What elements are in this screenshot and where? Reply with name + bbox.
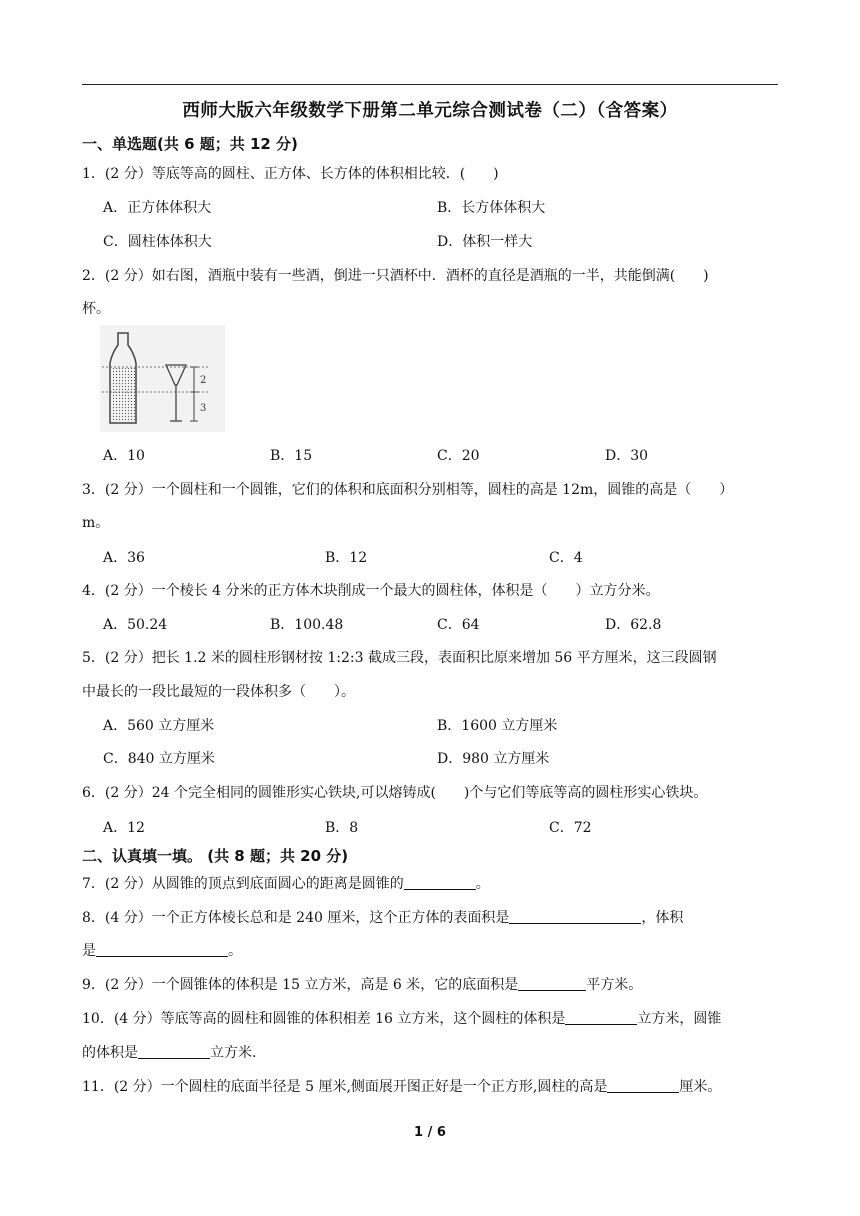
- q2-option-a: A．10: [103, 448, 145, 464]
- q9-unit: 平方米。: [586, 977, 643, 993]
- q1-option-a: A．正方体体积大: [103, 200, 212, 216]
- q8-end: 。: [228, 943, 242, 959]
- q3-option-a: A．36: [103, 550, 145, 566]
- q10-end: 立方米．: [210, 1045, 266, 1061]
- top-rule: [82, 84, 778, 85]
- q11-answer-blank[interactable]: [607, 1078, 679, 1093]
- question-10-line-1: [82, 1008, 782, 1028]
- question-5-line-1: 5．(2 分）把长 1.2 米的圆柱形钢材按 1:2:3 截成三段，表面积比原来增加 56 平方厘米，这三段圆钢: [82, 650, 717, 666]
- q8-surface-area-blank[interactable]: [509, 909, 641, 924]
- document-title: 西师大版六年级数学下册第二单元综合测试卷（二）（含答案）: [182, 101, 678, 121]
- question-2-line-2: 杯。: [82, 301, 110, 317]
- q5-option-b: B．1600 立方厘米: [437, 718, 558, 734]
- q9-text: 9．(2 分）一个圆锥体的体积是 15 立方米，高是 6 米，它的底面积是: [82, 977, 519, 993]
- q10-cylinder-blank[interactable]: [565, 1010, 637, 1025]
- q7-text: 7．(2 分）从圆锥的顶点到底面圆心的距离是圆锥的: [82, 876, 404, 892]
- page-number: 1 / 6: [414, 1125, 446, 1140]
- q6-option-a: A．12: [103, 820, 145, 836]
- question-8-line-1: [82, 907, 782, 927]
- question-9: [82, 974, 782, 994]
- figure-label-3: 3: [200, 403, 207, 414]
- q6-option-c: C．72: [549, 820, 592, 836]
- q9-answer-blank[interactable]: [518, 976, 586, 991]
- q5-option-d: D．980 立方厘米: [437, 751, 550, 767]
- q10-text: 10．(4 分）等底等高的圆柱和圆锥的体积相差 16 立方米，这个圆柱的体积是: [82, 1011, 566, 1027]
- q11-text: 11．(2 分）一个圆柱的底面半径是 5 厘米,侧面展开图正好是一个正方形,圆柱的高是: [82, 1079, 608, 1095]
- q4-option-a: A．50.24: [103, 617, 168, 633]
- q8-text: 8．(4 分）一个正方体棱长总和是 240 厘米，这个正方体的表面积是: [82, 910, 510, 926]
- q10-cone-blank[interactable]: [138, 1044, 210, 1059]
- bottle-glass-illustration: [100, 325, 225, 432]
- q4-option-d: D．62.8: [605, 617, 662, 633]
- q6-option-b: B．8: [325, 820, 359, 836]
- question-7: [82, 873, 782, 893]
- q5-option-a: A．560 立方厘米: [103, 718, 215, 734]
- bottle-and-glass-figure: [100, 325, 225, 432]
- section-heading-fill-in: 二、认真填一填。 (共 8 题；共 20 分): [82, 847, 349, 865]
- q7-end: 。: [475, 876, 490, 892]
- question-1: 1．(2 分）等底等高的圆柱、正方体、长方体的体积相比较．( ): [82, 166, 499, 182]
- q8-volume-blank[interactable]: [96, 942, 228, 957]
- question-6: 6．(2 分）24 个完全相同的圆锥形实心铁块,可以熔铸成( )个与它们等底等高的圆柱形实心铁块。: [82, 785, 708, 801]
- question-10-line-2: [82, 1042, 782, 1062]
- question-5-line-2: 中最长的一段比最短的一段体积多（ ）。: [82, 684, 355, 700]
- q2-option-d: D．30: [605, 448, 649, 464]
- question-3-line-2: m。: [82, 515, 110, 531]
- q3-option-b: B．12: [325, 550, 368, 566]
- question-11: [82, 1076, 782, 1096]
- question-8-line-2: [82, 940, 782, 960]
- q7-answer-blank[interactable]: [404, 875, 476, 890]
- q3-option-c: C．4: [549, 550, 583, 566]
- question-2-line-1: 2．(2 分）如右图，酒瓶中装有一些酒，倒进一只酒杯中．酒杯的直径是酒瓶的一半，共能倒满( ): [82, 268, 709, 284]
- q10-cone-label: 的体积是: [82, 1045, 138, 1061]
- q1-option-c: C．圆柱体体积大: [103, 234, 212, 250]
- q10-mid: 立方米，圆锥: [637, 1011, 722, 1027]
- q5-option-c: C．840 立方厘米: [103, 751, 215, 767]
- q8-is: 是: [82, 943, 96, 959]
- q4-option-c: C．64: [437, 617, 480, 633]
- q11-unit: 厘米。: [679, 1079, 722, 1095]
- q4-option-b: B．100.48: [270, 617, 344, 633]
- q8-volume-label: ，体积: [641, 910, 684, 926]
- question-4: 4．(2 分）一个棱长 4 分米的正方体木块削成一个最大的圆柱体，体积是（ ）立方分米。: [82, 583, 660, 599]
- q1-option-d: D．体积一样大: [437, 234, 533, 250]
- section-heading-single-choice: 一、单选题(共 6 题；共 12 分): [82, 135, 298, 153]
- question-3-line-1: 3．(2 分）一个圆柱和一个圆锥，它们的体积和底面积分别相等，圆柱的高是 12m，圆锥的高是（ ）: [82, 482, 734, 498]
- figure-label-2: 2: [200, 375, 207, 386]
- q2-option-b: B．15: [270, 448, 313, 464]
- q2-option-c: C．20: [437, 448, 480, 464]
- q1-option-b: B．长方体体积大: [437, 200, 546, 216]
